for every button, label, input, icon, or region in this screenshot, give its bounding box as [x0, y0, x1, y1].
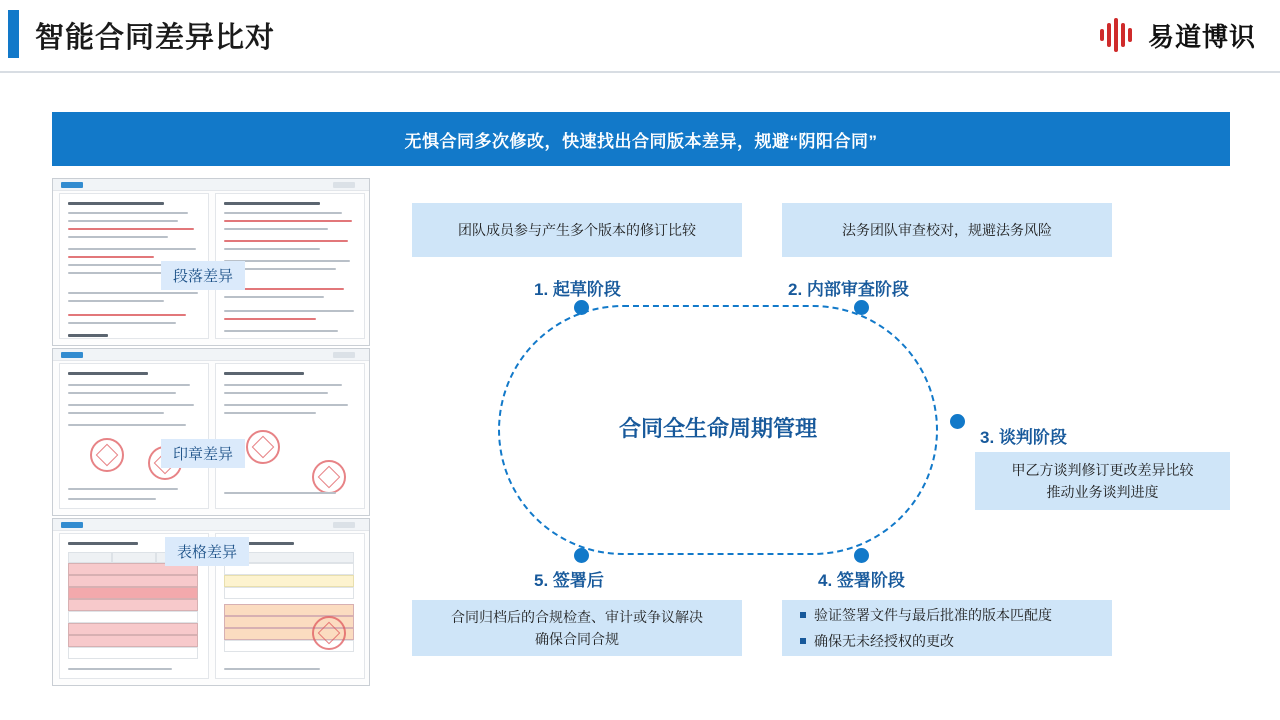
screenshot-label: 段落差异 [161, 261, 245, 290]
seal-icon [312, 460, 346, 494]
brand-name: 易道博识 [1147, 21, 1256, 52]
document-pane-right [215, 363, 365, 509]
stage-label-post-sign: 5. 签署后 [534, 571, 604, 590]
preview-toolbar [53, 349, 369, 361]
toolbar-chip [333, 522, 355, 528]
seal-diff-screenshot[interactable] [52, 348, 370, 516]
callout-post-sign [412, 600, 742, 656]
callout-review [782, 203, 1112, 257]
lifecycle-node-4[interactable] [854, 548, 869, 563]
brand-mark-icon [1098, 16, 1138, 54]
headline-banner: 无惧合同多次修改，快速找出合同版本差异，规避“阴阳合同” [52, 112, 1230, 166]
stage-label-negotiation: 3. 谈判阶段 [980, 428, 1067, 447]
callout-negotiation [975, 452, 1230, 510]
lifecycle-node-2[interactable] [854, 300, 869, 315]
page-title: 智能合同差异比对 [35, 22, 276, 54]
screenshot-label: 表格差异 [165, 537, 249, 566]
seal-diff-preview [53, 349, 369, 515]
toolbar-chip [333, 182, 355, 188]
callout-signing-text-2: 确保无未经授权的更改 [814, 633, 954, 649]
brand-logo [1098, 16, 1256, 54]
header-accent-bar [8, 10, 19, 58]
preview-toolbar [53, 179, 369, 191]
toolbar-chip [61, 182, 83, 188]
bullet-square-icon [800, 612, 806, 618]
lifecycle-node-1[interactable] [574, 300, 589, 315]
paragraph-diff-screenshot[interactable] [52, 178, 370, 346]
stage-label-draft: 1. 起草阶段 [534, 280, 621, 299]
page-header [0, 0, 1280, 72]
seal-icon [246, 430, 280, 464]
toolbar-chip [61, 352, 83, 358]
callout-signing-text-1: 验证签署文件与最后批准的版本匹配度 [814, 607, 1052, 623]
seal-icon [312, 616, 346, 650]
callout-review-text: 法务团队审查校对，规避法务风险 [842, 221, 1052, 238]
lifecycle-center-title: 合同全生命周期管理 [618, 416, 817, 441]
bullet-square-icon [800, 638, 806, 644]
toolbar-chip [333, 352, 355, 358]
callout-negotiation-line-1: 甲乙方谈判修订更改差异比较 [1011, 461, 1194, 478]
lifecycle-node-3[interactable] [950, 414, 965, 429]
callout-signing-item [800, 605, 1094, 625]
callout-post-sign-line-2: 确保合同合规 [535, 631, 619, 647]
callout-signing [782, 600, 1112, 656]
document-pane-left [59, 363, 209, 509]
seal-icon [90, 438, 124, 472]
callout-draft-text: 团队成员参与产生多个版本的修订比较 [458, 221, 696, 238]
preview-toolbar [53, 519, 369, 531]
stage-label-review: 2. 内部审查阶段 [788, 280, 909, 299]
table-diff-screenshot[interactable] [52, 518, 370, 686]
screenshot-label: 印章差异 [161, 439, 245, 468]
toolbar-chip [61, 522, 83, 528]
stage-label-signing: 4. 签署阶段 [818, 571, 905, 590]
header-divider [0, 71, 1280, 73]
callout-post-sign-line-1: 合同归档后的合规检查、审计或争议解决 [451, 608, 703, 625]
lifecycle-node-5[interactable] [574, 548, 589, 563]
callout-signing-item [800, 631, 1094, 651]
callout-negotiation-line-2: 推动业务谈判进度 [1046, 484, 1159, 500]
callout-draft [412, 203, 742, 257]
